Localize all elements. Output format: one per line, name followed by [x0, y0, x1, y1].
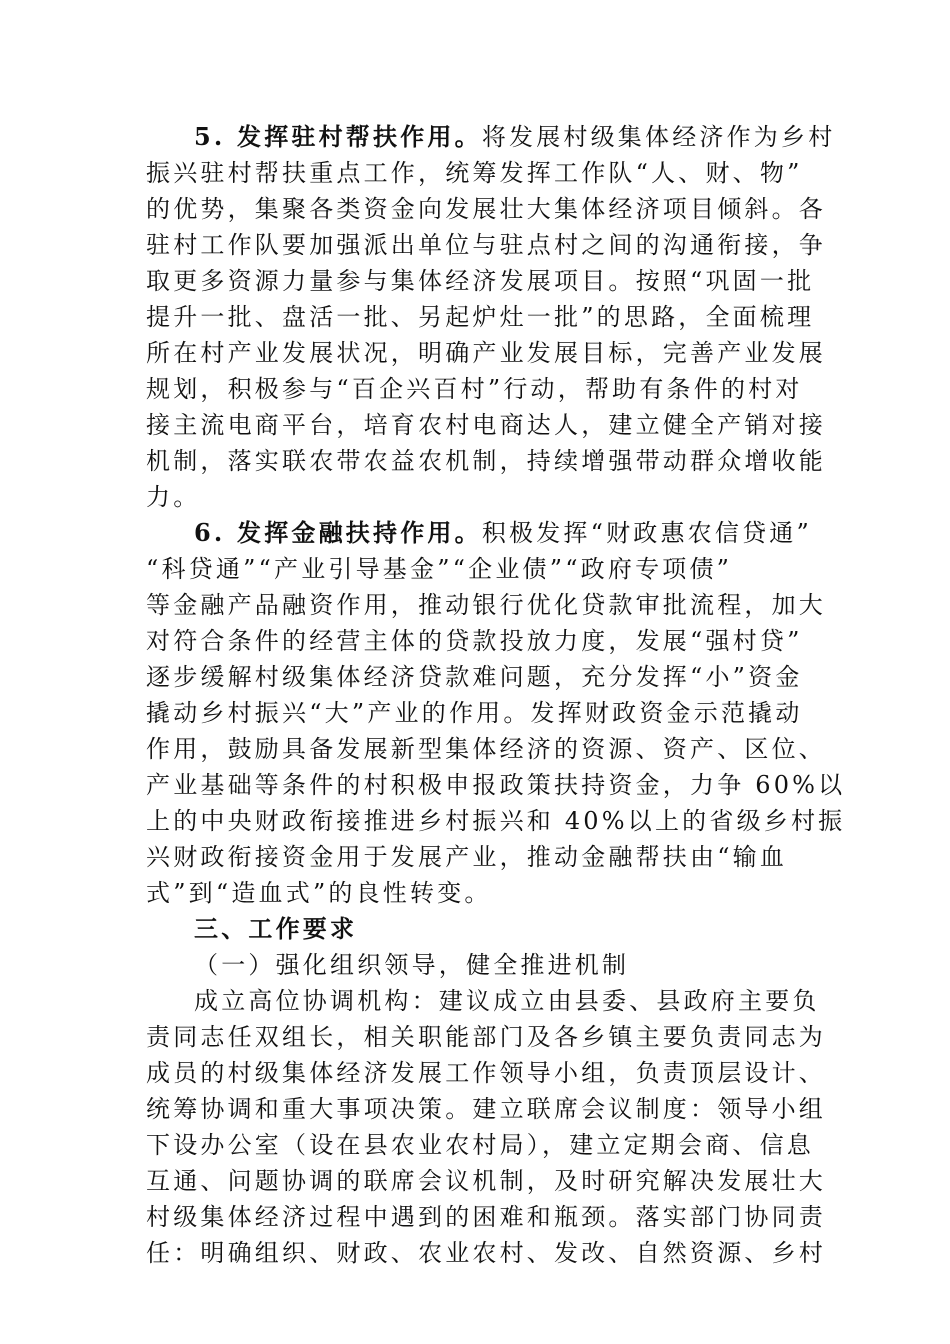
- text-line: 逐步缓解村级集体经济贷款难问题，充分发挥“小”资金: [146, 663, 803, 691]
- text-line: 统筹协调和重大事项决策。建立联席会议制度：领导小组: [146, 1095, 826, 1123]
- text-line: 产业基础等条件的村积极申报政策扶持资金，力争 60%以: [146, 771, 846, 799]
- text-line: 村级集体经济过程中遇到的困难和瓶颈。落实部门协同责: [146, 1203, 826, 1231]
- section-6-text: 积极发挥“财政惠农信贷通”: [481, 519, 812, 547]
- text-line: 力。: [146, 483, 201, 511]
- text-line: 式”到“造血式”的良性转变。: [146, 879, 492, 907]
- text-line: 的优势，集聚各类资金向发展壮大集体经济项目倾斜。各: [146, 195, 826, 223]
- text-line: 所在村产业发展状况，明确产业发展目标，完善产业发展: [146, 339, 826, 367]
- section-5-text: 将发展村级集体经济作为乡村: [481, 123, 836, 151]
- section-6-title: 6. 发挥金融扶持作用。: [194, 518, 482, 547]
- text-line: 机制，落实联农带农益农机制，持续增强带动群众增收能: [146, 447, 826, 475]
- text-line: 互通、问题协调的联席会议机制，及时研究解决发展壮大: [146, 1167, 826, 1195]
- text-line: 振兴驻村帮扶重点工作，统筹发挥工作队“人、财、物”: [146, 159, 803, 187]
- text-line: 下设办公室（设在县农业农村局），建立定期会商、信息: [146, 1131, 814, 1159]
- text-line: 兴财政衔接资金用于发展产业，推动金融帮扶由“输血: [146, 843, 788, 871]
- subsection-heading: （一）强化组织领导，健全推进机制: [194, 951, 630, 979]
- text-line: 对符合条件的经营主体的贷款投放力度，发展“强村贷”: [146, 627, 803, 655]
- text-line: 成立高位协调机构：建议成立由县委、县政府主要负: [194, 987, 820, 1015]
- text-line: 规划，积极参与“百企兴百村”行动，帮助有条件的村对: [146, 375, 803, 403]
- text-line: 作用，鼓励具备发展新型集体经济的资源、资产、区位、: [146, 735, 826, 763]
- text-line: 上的中央财政衔接推进乡村振兴和 40%以上的省级乡村振: [146, 807, 846, 835]
- section-5-title: 5. 发挥驻村帮扶作用。: [194, 122, 482, 151]
- text-line: 驻村工作队要加强派出单位与驻点村之间的沟通衔接，争: [146, 231, 826, 259]
- section-6-first-line: [194, 516, 812, 550]
- text-line: 撬动乡村振兴“大”产业的作用。发挥财政资金示范撬动: [146, 699, 803, 727]
- text-line: 责同志任双组长，相关职能部门及各乡镇主要负责同志为: [146, 1023, 826, 1051]
- text-line: 任：明确组织、财政、农业农村、发改、自然资源、乡村: [146, 1239, 826, 1267]
- text-line: 成员的村级集体经济发展工作领导小组，负责顶层设计、: [146, 1059, 826, 1087]
- section-heading: 三、工作要求: [194, 914, 358, 943]
- text-line: 等金融产品融资作用，推动银行优化贷款审批流程，加大: [146, 591, 826, 619]
- text-line: 取更多资源力量参与集体经济发展项目。按照“巩固一批: [146, 267, 815, 295]
- text-line: 接主流电商平台，培育农村电商达人，建立健全产销对接: [146, 411, 826, 439]
- text-line: “科贷通”“产业引导基金”“企业债”“政府专项债”: [146, 555, 733, 583]
- text-line: 提升一批、盘活一批、另起炉灶一批”的思路，全面梳理: [146, 303, 815, 331]
- section-5-first-line: [194, 120, 836, 154]
